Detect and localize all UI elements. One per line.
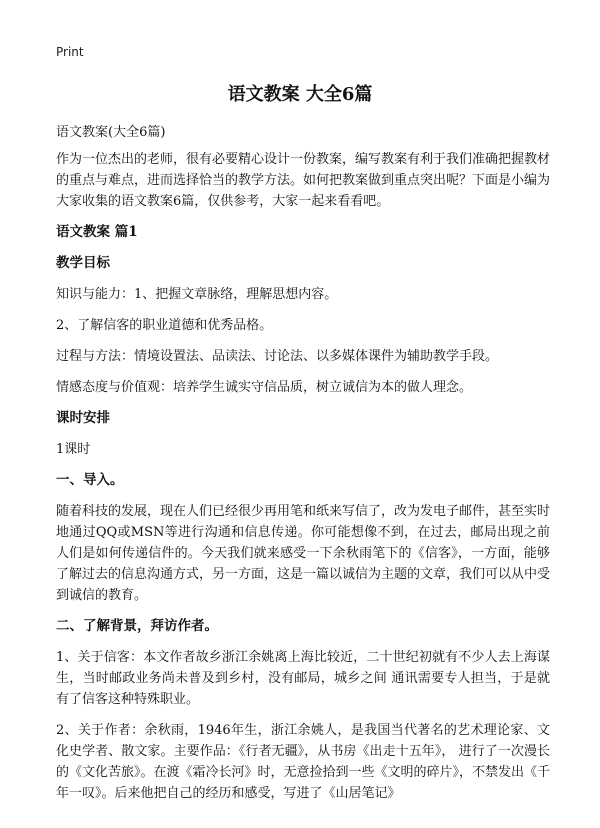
document-title: 语文教案 大全6篇: [227, 84, 373, 105]
schedule-heading: 课时安排: [56, 410, 110, 426]
document-subtitle: 语文教案(大全6篇): [56, 125, 166, 140]
part1-heading: 一、导入。: [56, 472, 124, 488]
print-link[interactable]: Print: [56, 45, 84, 59]
part2-heading: 二、了解背景，拜访作者。: [56, 618, 218, 634]
document-body: [56, 122, 550, 814]
part2-item-author: 2、关于作者：余秋雨，1946年生，浙江余姚人，是我国当代著名的艺术理论家、文化史学者、散文家。主要作品：《行者无疆》，从书房《出走十五年》， 进行了一次漫长的《文化苦旅》。在渡《霜冷长河》时，无意捡拾到一些《文明的碎片》，不禁发出《千年一叹》。后来他把自己的经历和感受，写进了《山居笔记》: [56, 723, 551, 801]
intro-paragraph: 作为一位杰出的老师，很有必要精心设计一份教案，编写教案有利于我们准确把握教材的重点与难点，进而选择恰当的教学方法。如何把教案做到重点突出呢？下面是小编为大家收集的语文教案6篇，仅供参考，大家一起来看看吧。: [56, 152, 551, 209]
objective-quality: 2、了解信客的职业道德和优秀品格。: [56, 318, 273, 333]
objective-knowledge: 知识与能力：1、把握文章脉络，理解思想内容。: [56, 287, 338, 302]
objective-process: 过程与方法：情境设置法、品读法、讨论法、以多媒体课件为辅助教学手段。: [56, 349, 499, 364]
objective-attitude: 情感态度与价值观：培养学生诚实守信品质，树立诚信为本的做人理念。: [56, 380, 473, 395]
section1-title: 语文教案 篇1: [56, 224, 138, 240]
objectives-heading: 教学目标: [56, 255, 110, 271]
schedule-value: 1课时: [56, 442, 91, 457]
part2-item-messenger: 1、关于信客：本文作者故乡浙江余姚离上海比较近，二十世纪初就有不少人去上海谋生，当时邮政业务尚未普及到乡村，没有邮局，城乡之间 通讯需要专人担当，于是就有了信客这种特殊职业。: [56, 650, 550, 707]
part1-paragraph: 随着科技的发展，现在人们已经很少再用笔和纸来写信了，改为发电子邮件，甚至实时地通过QQ或MSN等进行沟通和信息传递。你可能想像不到，在过去，邮局出现之前人们是如何传递信件的。今天我们就来感受一下余秋雨笔下的《信客》，一方面，能够了解过去的信息沟通方式，另一方面，这是一篇以诚信为主题的文章，我们可以从中受到诚信的教育。: [56, 504, 551, 603]
